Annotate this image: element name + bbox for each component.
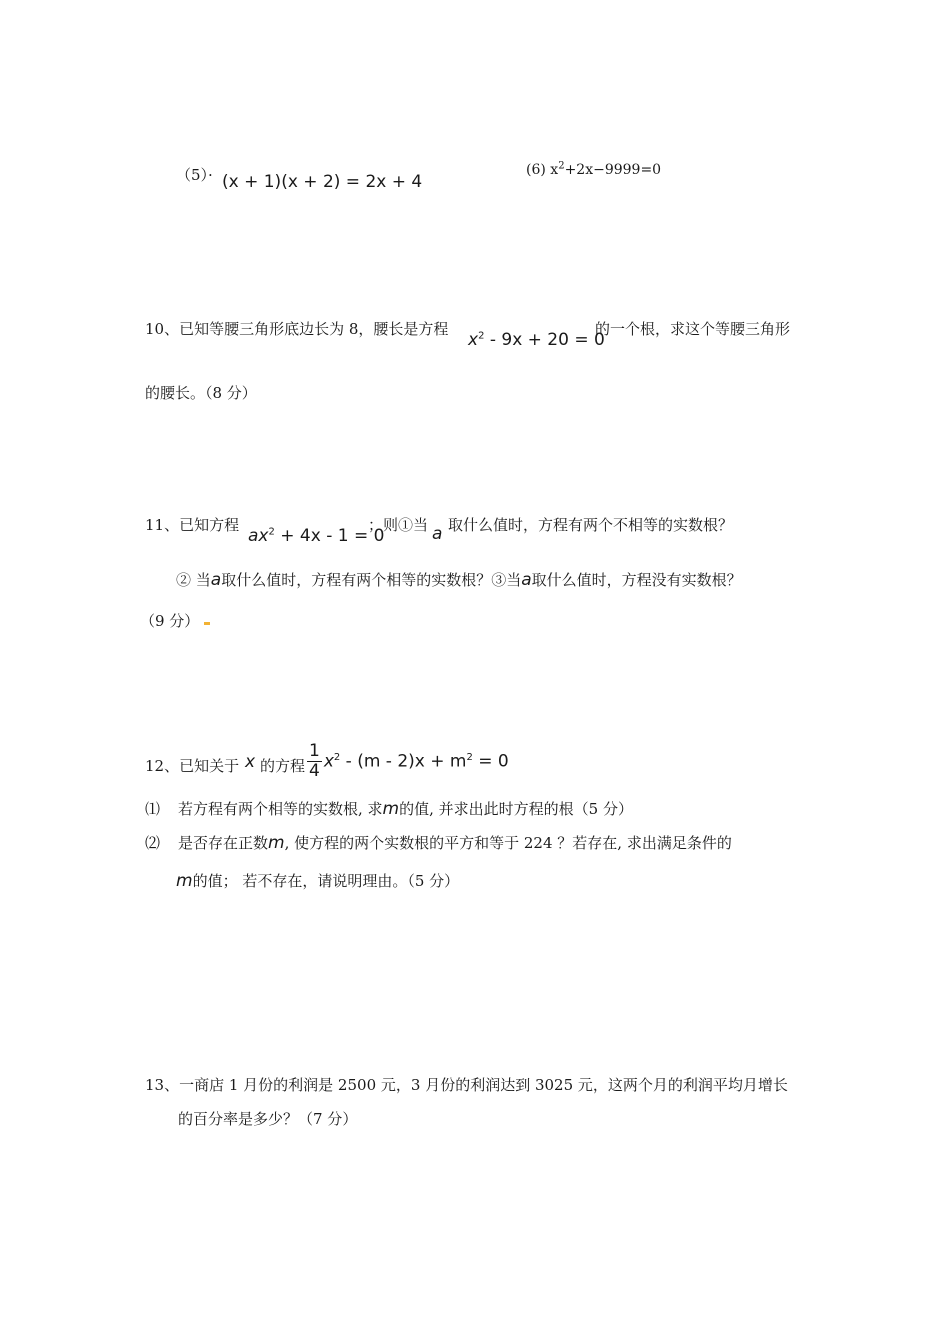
- q11-var-a: a: [432, 524, 443, 544]
- q9-part5-equation: (x + 1)(x + 2) = 2x + 4: [222, 172, 423, 192]
- q11-text-a: 11、已知方程: [145, 516, 240, 534]
- q12-fraction: $\frac{1}{4}$: [309, 741, 320, 781]
- q10-text-b: 的一个根，求这个等腰三角形: [595, 320, 791, 338]
- q11-score: （9 分）: [140, 612, 200, 630]
- q12-var-x: x: [245, 752, 256, 772]
- q12-item2-text-cont: m的值； 若不存在，请说明理由。（5 分）: [176, 871, 460, 891]
- highlight-marker: [204, 622, 210, 625]
- q10-text-a: 10、已知等腰三角形底边长为 8，腰长是方程: [145, 320, 449, 338]
- q12-text-a: 12、已知关于: [145, 757, 240, 775]
- q12-item2-number: ⑵: [145, 834, 161, 852]
- q13-line2: 的百分率是多少？（7 分）: [178, 1110, 358, 1128]
- q12-equation: $\frac{1}{4}$ $x^2 - (m - 2)x + m^2 = 0$: [309, 741, 509, 781]
- q11-text-c: 取什么值时，方程有两个不相等的实数根？: [448, 516, 734, 534]
- q9-part6-equation: (6) $x^2+2x-9999=0$: [526, 160, 662, 178]
- q11-text-b: ；则①当: [368, 516, 429, 534]
- q11-equation: $ax^2 + 4x - 1 = 0$: [248, 526, 385, 546]
- q13-line1: 13、一商店 1 月份的利润是 2500 元，3 月份的利润达到 3025 元，这两个月的利润平均月增长: [145, 1076, 788, 1094]
- q12-item2-text: 是否存在正数m, 使方程的两个实数根的平方和等于 224 ？若存在, 求出满足条件的: [178, 833, 732, 853]
- q12-item1-number: ⑴: [145, 800, 161, 818]
- q10-equation: $x^2 - 9x + 20 = 0$: [468, 330, 605, 350]
- q12-text-b: 的方程: [260, 757, 306, 775]
- q10-text-c: 的腰长。（8 分）: [145, 384, 257, 402]
- q9-part5-label: （5）·: [176, 166, 213, 184]
- q12-item1-text: 若方程有两个相等的实数根, 求m的值, 并求出此时方程的根（5 分）: [178, 799, 633, 819]
- q11-line2: ② 当a取什么值时，方程有两个相等的实数根？③当a取什么值时，方程没有实数根？: [176, 570, 742, 590]
